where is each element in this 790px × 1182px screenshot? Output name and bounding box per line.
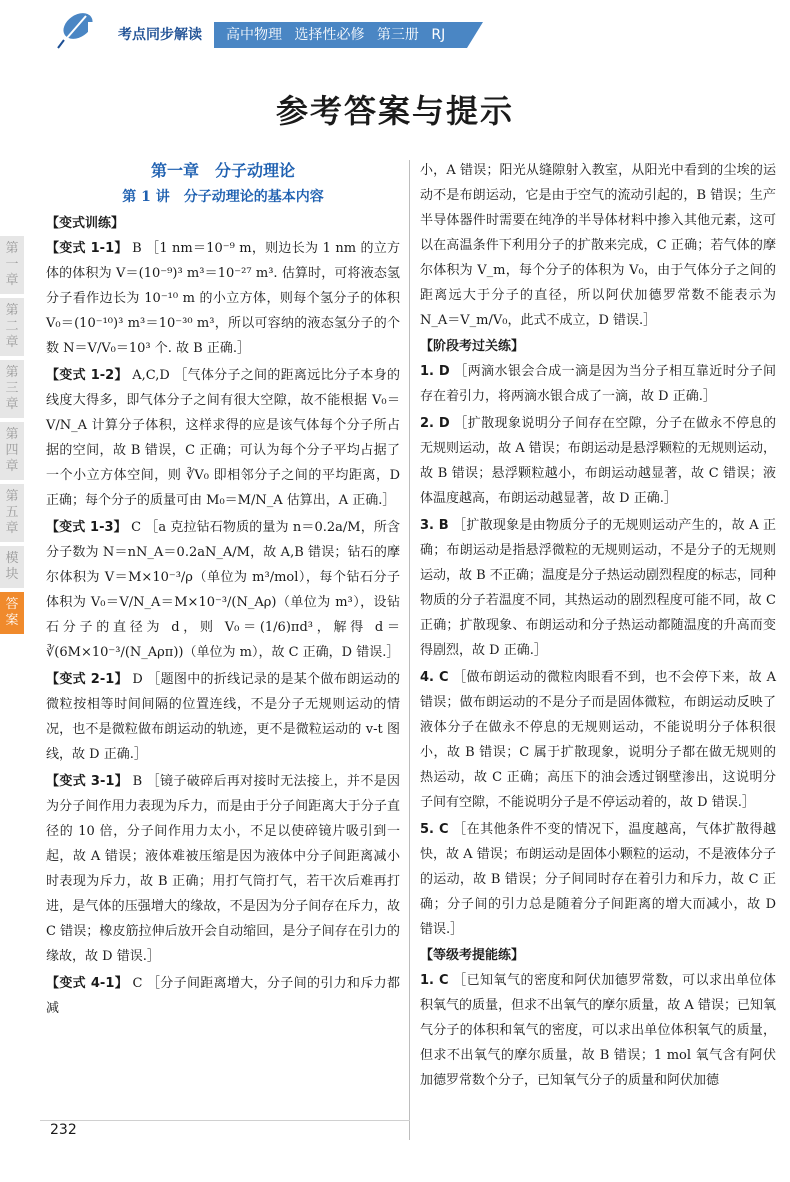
answer-text: ［已知氧气的密度和阿伏加德罗常数，可以求出单位体积氧气的质量，但求不出氧气的摩尔质量，故 A 错误；已知氧气分子的体积和氧气的密度，可以求出单位体积氧气的质量，但求不出氧气的摩尔质量，故 B 错误；1 mol 氧气含有阿伏加德罗常数个分子，已知氧气分子的质量和阿伏加德 bbox=[420, 973, 776, 1088]
answer-item bbox=[420, 665, 776, 815]
answer-text: ［扩散现象说明分子间存在空隙，分子在做永不停息的无规则运动，故 A 错误；布朗运动是悬浮颗粒的无规则运动，故 B 错误；悬浮颗粒越小，布朗运动越显著，故 C 错误；液体温度越高，布朗运动越显著，故 D 正确.］ bbox=[420, 416, 776, 506]
header-slant bbox=[467, 22, 483, 48]
answer-label: 【变式 4-1】 bbox=[46, 976, 129, 991]
answer-text: C ［a 克拉钻石物质的量为 n＝0.2a/M，所含分子数为 N＝nN_A＝0.2aN_A/M，故 A,B 错误；钻石的摩尔体积为 V＝M×10⁻³/ρ（单位为 m³/mol），每个钻石分子体积为 V₀＝V/N_A＝M×10⁻³/(N_Aρ)（单位为 m³），设钻石分子的直径为 d，则 V₀＝(1/6)πd³，解得 d＝∛(6M×10⁻³/(N_Aρπ))（单位为 m），故 C 正确，D 错误.］ bbox=[46, 520, 400, 660]
chapter-side-tabs bbox=[0, 236, 24, 638]
answer-text: ［做布朗运动的微粒肉眼看不到，也不会停下来，故 A 错误；做布朗运动的不是分子而是固体微粒，布朗运动反映了液体分子在做永不停息的无规则运动，不能说明分子体积很小，故 B 错误；C 属于扩散现象，说明分子都在做无规则的热运动，故 C 正确；高压下的油会透过钢壁渗出，这说明分子间有空隙，不能说明分子是不停运动着的，故 D 错误.］ bbox=[420, 670, 776, 810]
side-tab-answers[interactable] bbox=[0, 592, 24, 634]
header-band bbox=[0, 0, 790, 64]
footer-rule bbox=[40, 1120, 410, 1121]
side-tab-label: 答案 bbox=[5, 597, 19, 628]
side-tab-label: 第二章 bbox=[5, 303, 19, 350]
section-heading: 【变式训练】 bbox=[46, 216, 125, 231]
page-title: 参考答案与提示 bbox=[275, 92, 514, 130]
side-tab-label: 第一章 bbox=[5, 241, 19, 288]
page-number: 232 bbox=[50, 1122, 77, 1138]
answer-item bbox=[420, 411, 776, 511]
continued-text: 小，A 错误；阳光从缝隙射入教室，从阳光中看到的尘埃的运动不是布朗运动，它是由于空气的流动引起的，B 错误；生产半导体器件时需要在纯净的半导体材料中掺入其他元素，这可以在高温条件下利用分子的扩散来完成，C 正确；若气体的摩尔体积为 V_m，每个分子的体积为 V₀，由于气体分子之间的距离远大于分子的直径，所以阿伏加德罗常数不能表示为 N_A＝V_m/V₀，此式不成立，D 错误.］ bbox=[420, 163, 776, 328]
column-divider bbox=[409, 160, 410, 1140]
section-heading: 【等级考提能练】 bbox=[420, 948, 525, 963]
book-edition: RJ bbox=[431, 27, 446, 43]
answer-label: 【变式 1-3】 bbox=[46, 520, 127, 535]
answer-text: D ［题图中的折线记录的是某个做布朗运动的微粒按相等时间间隔的位置连线，不是分子无规则运动的情况，也不是微粒做布朗运动的轨迹，更不是微粒运动的 v-t 图线，故 D 正确.］ bbox=[46, 672, 400, 762]
answer-text: ［扩散现象是由物质分子的无规则运动产生的，故 A 正确；布朗运动是指悬浮微粒的无规则运动，不是分子的无规则运动，故 B 不正确；温度是分子热运动剧烈程度的标志，同种物质的分子若温度不同，其热运动的剧烈程度可能不同，故 C 正确；扩散现象、布朗运动和分子热运动都随温度的升高而变得剧烈，故 D 正确.］ bbox=[420, 518, 777, 658]
answer-label: 1. C bbox=[420, 973, 449, 988]
section-heading: 【阶段考过关练】 bbox=[420, 339, 525, 354]
answer-item bbox=[46, 515, 400, 665]
side-tab-chapter-4[interactable] bbox=[0, 422, 24, 480]
answer-item bbox=[420, 968, 776, 1093]
answer-item bbox=[420, 513, 776, 663]
answer-text: C ［分子间距离增大，分子间的引力和斥力都减 bbox=[46, 976, 401, 1016]
answer-item bbox=[46, 363, 400, 513]
answer-label: 5. C bbox=[420, 822, 449, 837]
answer-label: 【变式 2-1】 bbox=[46, 672, 128, 687]
answer-label: 2. D bbox=[420, 416, 450, 431]
side-tab-label: 第三章 bbox=[5, 365, 19, 412]
chapter-heading: 第一章 分子动理论 bbox=[150, 161, 295, 180]
answer-item bbox=[46, 236, 400, 361]
answer-label: 1. D bbox=[420, 364, 450, 379]
side-tab-label: 第五章 bbox=[5, 489, 19, 536]
answer-text: A,C,D ［气体分子之间的距离远比分子本身的线度大得多，即气体分子之间有很大空隙，故不能根据 V₀＝V/N_A 计算分子体积，这样求得的应是该气体每个分子所占据的空间，故 B 错误，C 正确；可认为每个分子平均占据了一个小立方体空间，则 ∛V₀ 即相邻分子之间的平均距离，D 正确；每个分子的质量可由 M₀＝M/N_A 估算出，A 正确.］ bbox=[46, 368, 400, 508]
side-tab-chapter-5[interactable] bbox=[0, 484, 24, 542]
side-tab-chapter-1[interactable] bbox=[0, 236, 24, 294]
answer-item bbox=[46, 971, 400, 1021]
side-tab-label: 模块 bbox=[5, 551, 19, 582]
side-tab-label: 第四章 bbox=[5, 427, 19, 474]
book-subject: 高中物理 bbox=[226, 27, 282, 43]
answer-item bbox=[420, 817, 776, 942]
side-tab-module[interactable] bbox=[0, 546, 24, 588]
answer-text: ［两滴水银会合成一滴是因为当分子相互靠近时分子间存在着引力，将两滴水银合成了一滴，故 D 正确.］ bbox=[420, 364, 776, 404]
answer-label: 4. C bbox=[420, 670, 449, 685]
header-strip bbox=[88, 22, 483, 48]
answer-item bbox=[46, 769, 400, 969]
right-column bbox=[420, 158, 776, 1095]
series-name: 考点同步解读 bbox=[88, 22, 214, 48]
answer-text: B ［1 nm＝10⁻⁹ m，则边长为 1 nm 的立方体的体积为 V＝(10⁻⁹)³ m³＝10⁻²⁷ m³. 估算时，可将液态氢分子看作边长为 10⁻¹⁰ m 的小立方体，则每个氢分子的体积 V₀＝(10⁻¹⁰)³ m³＝10⁻³⁰ m³，所以可容纳的液态氢分子的个数 N＝V/V₀＝10³ 个. 故 B 正确.］ bbox=[46, 241, 401, 356]
lecture-heading: 第 1 讲 分子动理论的基本内容 bbox=[122, 189, 324, 205]
answer-text: ［在其他条件不变的情况下，温度越高，气体扩散得越快，故 A 错误；布朗运动是固体小颗粒的运动，不是液体分子的运动，故 B 错误；分子间同时存在着引力和斥力，故 C 正确；分子间的引力总是随着分子间距离的增大而减小，故 D 错误.］ bbox=[420, 822, 776, 937]
answer-label: 【变式 1-1】 bbox=[46, 241, 128, 256]
answer-label: 【变式 3-1】 bbox=[46, 774, 129, 789]
answer-text: B ［镜子破碎后再对接时无法接上，并不是因为分子间作用力表现为斥力，而是由于分子间距离大于分子直径的 10 倍，分子间作用力太小，不足以使碎镜片吸引到一起，故 A 错误；液体难被压缩是因为液体中分子间距离减小时表现为斥力，故 B 正确；用打气筒打气，若干次后难再打进，是气体的压强增大的缘故，不是因为分子间存在斥力，故 C 错误；橡皮筋拉伸后放开会自动缩回，是分子间存在引力的缘故，故 D 错误.］ bbox=[46, 774, 401, 964]
answer-label: 【变式 1-2】 bbox=[46, 368, 128, 383]
answer-item bbox=[420, 359, 776, 409]
answer-item bbox=[46, 667, 400, 767]
answer-label: 3. B bbox=[420, 518, 449, 533]
side-tab-chapter-2[interactable] bbox=[0, 298, 24, 356]
book-part: 第三册 bbox=[376, 27, 419, 43]
side-tab-chapter-3[interactable] bbox=[0, 360, 24, 418]
left-column bbox=[46, 158, 400, 1023]
book-title bbox=[214, 22, 467, 48]
book-volume: 选择性必修 bbox=[294, 27, 365, 43]
